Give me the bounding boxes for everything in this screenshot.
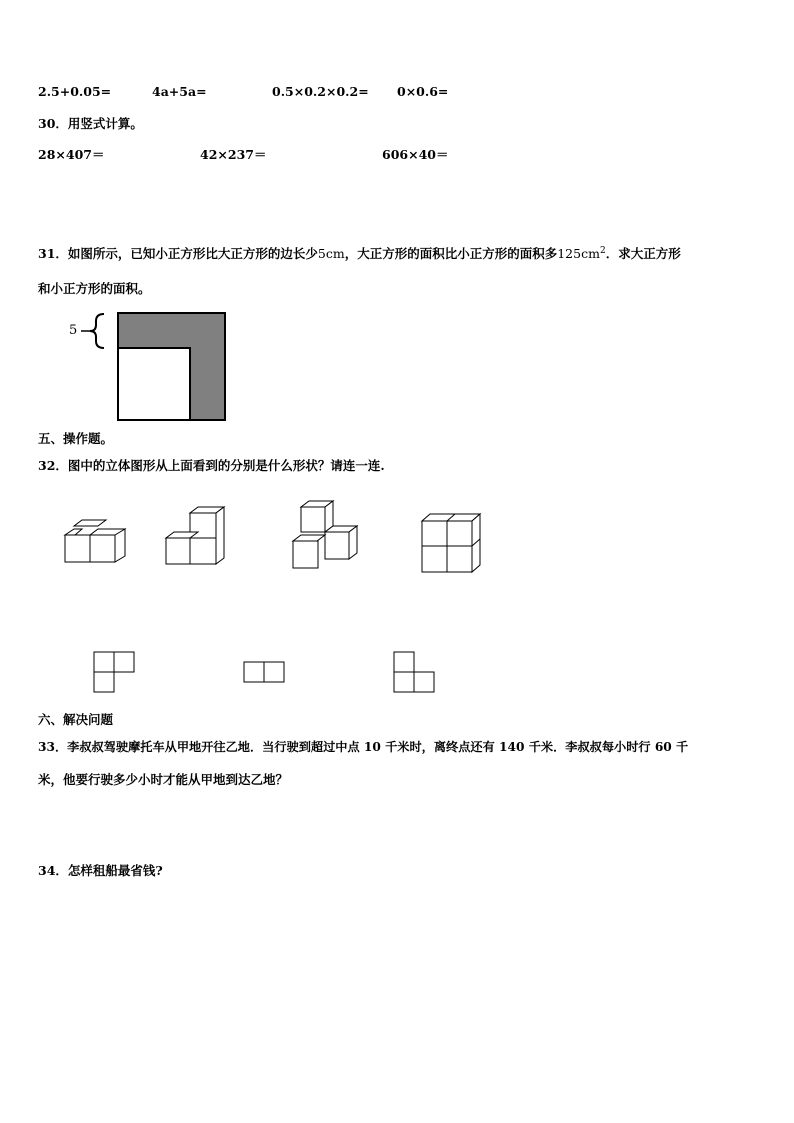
solid-figure-3 [291, 498, 363, 570]
solid-figure-2 [164, 506, 228, 568]
q31-text-c: ．求大正方形 [605, 246, 681, 262]
section-5-title: 五、操作题。 [38, 431, 114, 446]
top-view-3 [393, 651, 437, 695]
q31-line2: 和小正方形的面积。 [38, 281, 151, 296]
q31-text-b: ，大正方形的面积比小正方形的面积多 [344, 246, 558, 262]
brace-icon [90, 314, 104, 348]
q30-expr-2: 42×237＝ [200, 147, 267, 162]
figure-label-5: 5 [69, 323, 78, 338]
q30-label: 30．用竖式计算。 [38, 116, 143, 131]
q29-expr-1: 2.5+0.05= [38, 84, 112, 99]
q34-label: 34．怎样租船最省钱? [38, 863, 163, 878]
q31-text-a: 31．如图所示，已知小正方形比大正方形的边长少 [38, 246, 318, 262]
square-figure [60, 308, 240, 426]
q33-line2: 米，他要行驶多少小时才能从甲地到达乙地？ [38, 772, 289, 787]
q29-expr-3: 0.5×0.2×0.2= [272, 84, 369, 99]
section-6-title: 六、解决问题 [38, 712, 114, 727]
q31-area-value: 125cm [557, 246, 600, 262]
solid-figure-4 [420, 512, 484, 576]
top-view-1 [93, 651, 137, 695]
q29-expr-4: 0×0.6= [397, 84, 449, 99]
q32-label: 32．图中的立体图形从上面看到的分别是什么形状？请连一连. [38, 458, 385, 473]
top-view-2 [243, 661, 287, 685]
q33-line1: 33．李叔叔驾驶摩托车从甲地开往乙地．当行驶到超过中点 10 千米时，离终点还有 140 千米．李叔叔每小时行 60 千 [38, 740, 689, 754]
q30-expr-3: 606×40＝ [382, 147, 449, 162]
q29-expr-2: 4a+5a= [152, 84, 207, 99]
solid-figure-1 [62, 518, 130, 566]
q30-expr-1: 28×407＝ [38, 147, 105, 162]
q31-line1 [38, 247, 681, 261]
q31-diff-value: 5cm [317, 246, 345, 262]
q31-area-exponent: 2 [599, 246, 606, 256]
small-square [118, 348, 190, 420]
